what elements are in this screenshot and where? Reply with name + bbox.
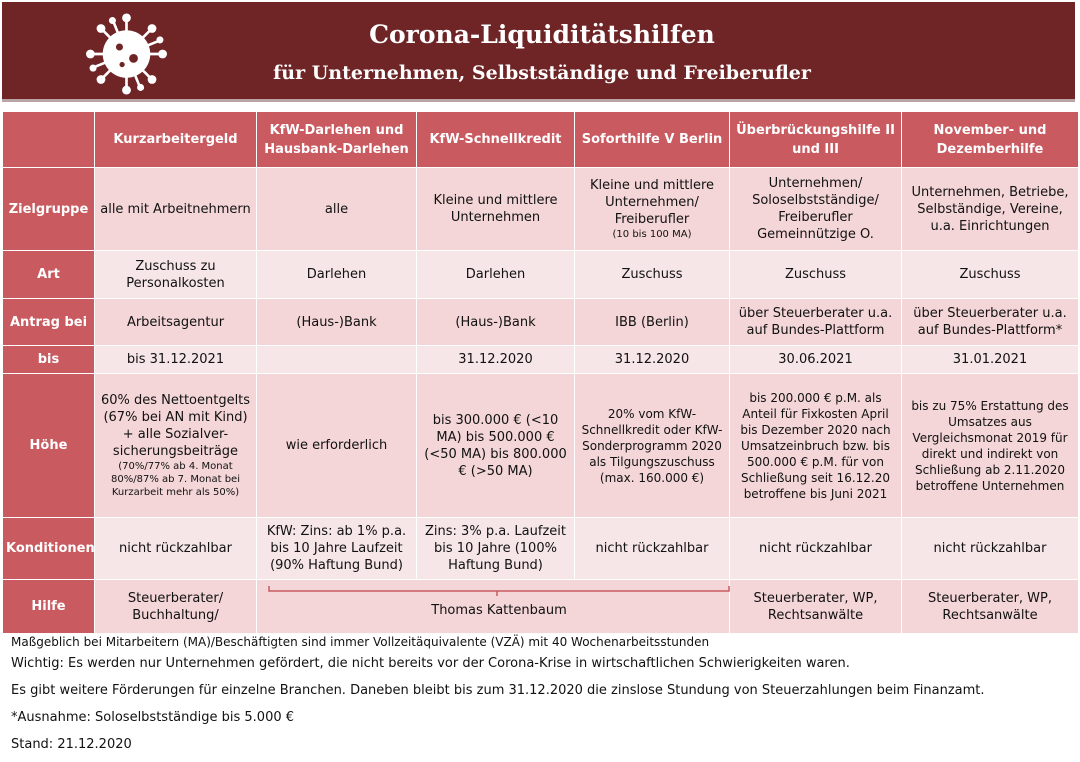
table-cell: (Haus-)Bank: [257, 299, 417, 346]
note-line: Wichtig: Es werden nur Unternehmen gefördert, die nicht bereits vor der Corona-Krise in wirtschaftlichen Schwierigkeiten waren.: [11, 656, 850, 671]
table-cell: (Haus-)Bank: [417, 299, 575, 346]
table-cell: Darlehen: [417, 251, 575, 299]
cell-note: (10 bis 100 MA): [612, 229, 692, 240]
header-corner: [3, 112, 95, 168]
note-line: Maßgeblich bei Mitarbeitern (MA)/Beschäftigten sind immer Vollzeitäquivalente (VZÄ) mit 40 Wochenarbeitsstunden: [11, 635, 710, 649]
cell-note: (70%/77% ab 4. Monat 80%/87% ab 7. Monat bei Kurzarbeit mehr als 50%): [111, 461, 240, 498]
bracket-line: [268, 585, 730, 597]
cell-text: 60% des Nettoentgelts (67% bei AN mit Kind) + alle Sozialver-sicherungsbeiträge: [100, 393, 251, 459]
table-cell: [575, 168, 730, 251]
row-header: Konditionen: [3, 518, 95, 580]
helper-name: Thomas Kattenbaum: [431, 603, 567, 618]
table-cell: Zuschuss: [902, 251, 1079, 299]
note-line: *Ausnahme: Soloselbstständige bis 5.000 €: [11, 710, 295, 725]
table-cell: 31.01.2021: [902, 346, 1079, 374]
column-header: KfW-Darlehen und Hausbank-Darlehen: [257, 112, 417, 168]
table-cell: nicht rückzahlbar: [95, 518, 257, 580]
table-cell: bis 31.12.2021: [95, 346, 257, 374]
table-cell: KfW: Zins: ab 1% p.a. bis 10 Jahre Laufzeit (90% Haftung Bund): [257, 518, 417, 580]
column-header: November- und Dezemberhilfe: [902, 112, 1079, 168]
table-cell: bis 300.000 € (<10 MA) bis 500.000 € (<50 MA) bis 800.000 € (>50 MA): [417, 374, 575, 518]
table-cell: 31.12.2020: [417, 346, 575, 374]
table-cell: Unternehmen, Betriebe, Selbständige, Vereine, u.a. Einrichtungen: [902, 168, 1079, 251]
table-header-row: [3, 112, 1079, 168]
table-cell: Zuschuss: [730, 251, 902, 299]
table-row: [3, 251, 1079, 299]
table-cell: Arbeitsagentur: [95, 299, 257, 346]
table-cell: Unternehmen/ Soloselbstständige/ Freiberufler Gemeinnützige O.: [730, 168, 902, 251]
row-header: Antrag bei: [3, 299, 95, 346]
table-cell: nicht rückzahlbar: [575, 518, 730, 580]
title-banner: [2, 2, 1075, 102]
table-cell: Zins: 3% p.a. Laufzeit bis 10 Jahre (100% Haftung Bund): [417, 518, 575, 580]
table-cell: 20% vom KfW-Schnellkredit oder KfW-Sonderprogramm 2020 als Tilgungszuschuss (max. 160.000 €): [575, 374, 730, 518]
table-cell: 31.12.2020: [575, 346, 730, 374]
table-cell: [257, 346, 417, 374]
row-header: Höhe: [3, 374, 95, 518]
column-header: Kurzarbeitergeld: [95, 112, 257, 168]
row-header: Hilfe: [3, 580, 95, 634]
page-title: Corona-Liquiditätshilfen: [369, 20, 715, 49]
table-row: [3, 299, 1079, 346]
table-row: [3, 374, 1079, 518]
table-cell: Steuerberater, WP, Rechtsanwälte: [730, 580, 902, 634]
table-cell: alle: [257, 168, 417, 251]
table-cell: über Steuerberater u.a. auf Bundes-Plattform*: [902, 299, 1079, 346]
table-cell: IBB (Berlin): [575, 299, 730, 346]
table-row: [3, 168, 1079, 251]
table-cell: bis zu 75% Erstattung des Umsatzes aus Vergleichsmonat 2019 für direkt und indirekt von Schließung ab 2.11.2020 betroffene Unternehmen: [902, 374, 1079, 518]
row-header: bis: [3, 346, 95, 374]
row-header: Art: [3, 251, 95, 299]
table-cell: [95, 374, 257, 518]
table-cell: Steuerberater, WP, Rechtsanwälte: [902, 580, 1079, 634]
page-subtitle: für Unternehmen, Selbstständige und Freiberufler: [273, 62, 811, 84]
column-header: Überbrückungshilfe II und III: [730, 112, 902, 168]
table-cell: alle mit Arbeitnehmern: [95, 168, 257, 251]
aid-table: [2, 111, 1079, 634]
table-cell: bis 200.000 € p.M. als Anteil für Fixkosten April bis Dezember 2020 nach Umsatzeinbruch bzw. bis 500.000 € p.M. für von Schließung seit 16.12.20 betroffene bis Juni 2021: [730, 374, 902, 518]
note-line: Es gibt weitere Förderungen für einzelne Branchen. Daneben bleibt bis zum 31.12.2020 die zinslose Stundung von Steuerzahlungen beim Finanzamt.: [11, 683, 985, 698]
table-cell: nicht rückzahlbar: [730, 518, 902, 580]
row-header: Zielgruppe: [3, 168, 95, 251]
table-cell: über Steuerberater u.a. auf Bundes-Plattform: [730, 299, 902, 346]
table-cell: Zuschuss: [575, 251, 730, 299]
table-cell: nicht rückzahlbar: [902, 518, 1079, 580]
table-row: [3, 518, 1079, 580]
note-line: Stand: 21.12.2020: [11, 737, 132, 752]
cell-text: Kleine und mittlere Unternehmen/ Freiberufler: [589, 178, 715, 227]
column-header: Soforthilfe V Berlin: [575, 112, 730, 168]
table-cell: Zuschuss zu Personalkosten: [95, 251, 257, 299]
notes-section: [11, 632, 1071, 762]
table-cell: Kleine und mittlere Unternehmen: [417, 168, 575, 251]
column-header: KfW-Schnellkredit: [417, 112, 575, 168]
table-cell: Steuerberater/ Buchhaltung/: [95, 580, 257, 634]
table-cell: Darlehen: [257, 251, 417, 299]
table-row: [3, 346, 1079, 374]
table-cell: 30.06.2021: [730, 346, 902, 374]
table-cell: wie erforderlich: [257, 374, 417, 518]
